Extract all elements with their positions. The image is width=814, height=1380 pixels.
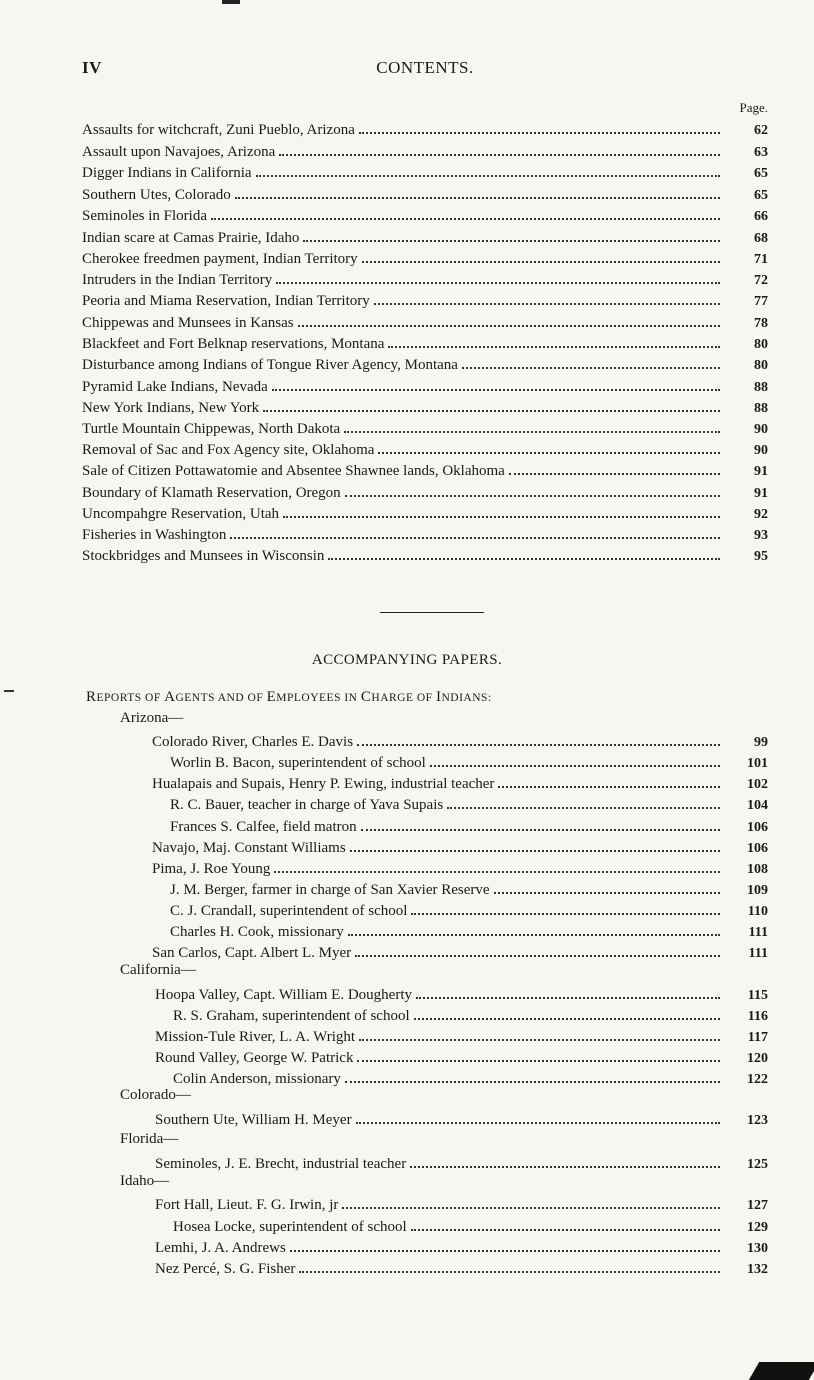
state-heading-arizona: Arizona— — [120, 710, 184, 726]
report-label: Seminoles, J. E. Brecht, industrial teacher — [155, 1156, 407, 1172]
report-row — [173, 1004, 768, 1026]
report-label: Fort Hall, Lieut. F. G. Irwin, jr — [155, 1197, 339, 1213]
dot-leader — [494, 878, 720, 894]
toc-label: Cherokee freedmen payment, Indian Territory — [82, 251, 358, 267]
report-page: 125 — [747, 1157, 768, 1172]
toc-page: 62 — [754, 123, 768, 138]
report-label: San Carlos, Capt. Albert L. Myer — [152, 945, 352, 961]
toc-label: Intruders in the Indian Territory — [82, 272, 273, 288]
report-page: 117 — [747, 1030, 768, 1045]
toc-label: Stockbridges and Munsees in Wisconsin — [82, 548, 325, 564]
report-row — [170, 793, 768, 815]
report-label: Pima, J. Roe Young — [152, 861, 271, 877]
toc-row — [82, 226, 768, 248]
report-label: Mission-Tule River, L. A. Wright — [155, 1029, 356, 1045]
report-page: 106 — [747, 841, 768, 856]
toc-page: 71 — [754, 252, 768, 267]
toc-row — [82, 332, 768, 354]
toc-label: Sale of Citizen Pottawatomie and Absentee Shawnee lands, Oklahoma — [82, 463, 505, 479]
dot-leader — [342, 1193, 720, 1209]
report-row — [155, 1236, 768, 1258]
dot-leader — [411, 899, 720, 915]
scan-mark — [4, 690, 14, 692]
toc-label: Seminoles in Florida — [82, 208, 207, 224]
dot-leader — [411, 1215, 720, 1231]
toc-page: 91 — [754, 486, 768, 501]
toc-page: 72 — [754, 273, 768, 288]
report-row — [155, 983, 768, 1005]
report-row — [155, 1108, 768, 1130]
page-column-label: Page. — [739, 100, 768, 115]
report-row — [170, 920, 768, 942]
toc-page: 88 — [754, 380, 768, 395]
state-heading-idaho: Idaho— — [120, 1173, 170, 1189]
state-heading-florida: Florida— — [120, 1131, 179, 1147]
report-page: 127 — [747, 1198, 768, 1213]
report-row — [152, 941, 768, 963]
page-number-roman: IV — [82, 58, 102, 77]
accompanying-papers-title: ACCOMPANYING PAPERS. — [311, 652, 503, 668]
toc-row — [82, 502, 768, 524]
dot-leader — [230, 523, 720, 539]
dot-leader — [362, 247, 720, 263]
toc-label: Boundary of Klamath Reservation, Oregon — [82, 485, 341, 501]
toc-label: Peoria and Miama Reservation, Indian Territory — [82, 293, 370, 309]
report-page: 120 — [747, 1051, 768, 1066]
state-heading-california: California— — [120, 962, 196, 978]
report-row — [155, 1025, 768, 1047]
toc-row — [82, 353, 768, 375]
toc-page: 65 — [754, 188, 768, 203]
toc-label: Turtle Mountain Chippewas, North Dakota — [82, 421, 341, 437]
toc-row — [82, 247, 768, 269]
report-row — [155, 1046, 768, 1068]
report-page: 115 — [747, 988, 768, 1003]
toc-row — [82, 438, 768, 460]
report-page: 101 — [747, 756, 768, 771]
toc-label: Removal of Sac and Fox Agency site, Oklahoma — [82, 442, 375, 458]
dot-leader — [303, 226, 720, 242]
toc-row — [82, 118, 768, 140]
running-header — [82, 58, 768, 82]
toc-row — [82, 311, 768, 333]
report-page: 108 — [747, 862, 768, 877]
toc-row — [82, 183, 768, 205]
report-label: Colorado River, Charles E. Davis — [152, 734, 354, 750]
toc-row — [82, 289, 768, 311]
toc-page: 88 — [754, 401, 768, 416]
dot-leader — [355, 941, 720, 957]
report-page: 106 — [747, 820, 768, 835]
dot-leader — [359, 118, 720, 134]
report-row — [170, 878, 768, 900]
toc-label: Assault upon Navajoes, Arizona — [82, 144, 276, 160]
report-page: 104 — [747, 798, 768, 813]
dot-leader — [211, 204, 720, 220]
toc-row — [82, 375, 768, 397]
dot-leader — [345, 481, 720, 497]
report-label: Charles H. Cook, missionary — [170, 924, 344, 940]
toc-label: Blackfeet and Fort Belknap reservations, Montana — [82, 336, 385, 352]
report-page: 111 — [748, 925, 768, 940]
toc-row — [82, 140, 768, 162]
report-page: 109 — [747, 883, 768, 898]
toc-label: Chippewas and Munsees in Kansas — [82, 315, 294, 331]
dot-leader — [348, 920, 720, 936]
toc-label: Southern Utes, Colorado — [82, 187, 231, 203]
report-page: 116 — [747, 1009, 768, 1024]
dot-leader — [462, 353, 720, 369]
report-row — [170, 751, 768, 773]
dot-leader — [298, 311, 720, 327]
report-row — [170, 815, 768, 837]
toc-page: 90 — [754, 443, 768, 458]
dot-leader — [279, 140, 720, 156]
dot-leader — [359, 1025, 720, 1041]
dot-leader — [416, 983, 720, 999]
dot-leader — [430, 751, 720, 767]
report-page: 129 — [747, 1220, 768, 1235]
toc-page: 92 — [754, 507, 768, 522]
dot-leader — [361, 815, 720, 831]
report-label: Southern Ute, William H. Meyer — [155, 1112, 352, 1128]
dot-leader — [274, 857, 720, 873]
dot-leader — [328, 544, 720, 560]
report-label: Round Valley, George W. Patrick — [155, 1050, 354, 1066]
report-label: Colin Anderson, missionary — [173, 1071, 341, 1087]
report-label: Hualapais and Supais, Henry P. Ewing, industrial teacher — [152, 776, 495, 792]
dot-leader — [378, 438, 720, 454]
report-row — [155, 1152, 768, 1174]
dot-leader — [374, 289, 720, 305]
report-label: Hoopa Valley, Capt. William E. Dougherty — [155, 987, 412, 1003]
report-page: 130 — [747, 1241, 768, 1256]
state-heading-colorado: Colorado— — [120, 1087, 191, 1103]
toc-label: Uncompahgre Reservation, Utah — [82, 506, 280, 522]
toc-page: 78 — [754, 316, 768, 331]
toc-label: Indian scare at Camas Prairie, Idaho — [82, 230, 300, 246]
report-row — [155, 1257, 768, 1279]
toc-page: 80 — [754, 358, 768, 373]
report-row — [152, 730, 768, 752]
dot-leader — [447, 793, 720, 809]
dot-leader — [356, 1108, 720, 1124]
toc-label: Digger Indians in California — [82, 165, 252, 181]
report-page: 132 — [747, 1262, 768, 1277]
report-label: Lemhi, J. A. Andrews — [155, 1240, 286, 1256]
dot-leader — [357, 730, 720, 746]
reports-heading: REPORTS OF AGENTS AND OF EMPLOYEES IN CHARGE OF INDIANS: — [86, 689, 492, 705]
toc-page: 90 — [754, 422, 768, 437]
dot-leader — [350, 836, 720, 852]
report-page: 99 — [754, 735, 768, 750]
report-label: Worlin B. Bacon, superintendent of school — [170, 755, 426, 771]
toc-page: 93 — [754, 528, 768, 543]
toc-row — [82, 268, 768, 290]
report-label: R. C. Bauer, teacher in charge of Yava Supais — [170, 797, 444, 813]
toc-page: 68 — [754, 231, 768, 246]
report-row — [152, 772, 768, 794]
report-row — [152, 836, 768, 858]
toc-row — [82, 161, 768, 183]
dot-leader — [235, 183, 720, 199]
report-page: 102 — [747, 777, 768, 792]
dot-leader — [357, 1046, 720, 1062]
toc-row — [82, 459, 768, 481]
page-title: CONTENTS. — [376, 58, 474, 77]
toc-page: 91 — [754, 464, 768, 479]
toc-label: Disturbance among Indians of Tongue River Agency, Montana — [82, 357, 458, 373]
toc-page: 63 — [754, 145, 768, 160]
report-page: 111 — [748, 946, 768, 961]
report-label: R. S. Graham, superintendent of school — [173, 1008, 410, 1024]
report-row — [173, 1067, 768, 1089]
toc-page: 65 — [754, 166, 768, 181]
report-page: 122 — [747, 1072, 768, 1087]
scan-mark — [749, 1362, 814, 1380]
toc-row — [82, 481, 768, 503]
toc-row — [82, 396, 768, 418]
toc-row — [82, 417, 768, 439]
toc-page: 95 — [754, 549, 768, 564]
report-label: Hosea Locke, superintendent of school — [173, 1219, 407, 1235]
report-label: C. J. Crandall, superintendent of school — [170, 903, 408, 919]
toc-page: 66 — [754, 209, 768, 224]
dot-leader — [509, 459, 720, 475]
dot-leader — [272, 375, 720, 391]
toc-page: 77 — [754, 294, 768, 309]
section-divider — [380, 612, 484, 613]
toc-page: 80 — [754, 337, 768, 352]
dot-leader — [388, 332, 720, 348]
dot-leader — [256, 161, 720, 177]
dot-leader — [345, 1067, 720, 1083]
dot-leader — [410, 1152, 720, 1168]
toc-label: Assaults for witchcraft, Zuni Pueblo, Arizona — [82, 122, 355, 138]
toc-label: Fisheries in Washington — [82, 527, 227, 543]
toc-label: New York Indians, New York — [82, 400, 260, 416]
report-row — [170, 899, 768, 921]
report-label: Frances S. Calfee, field matron — [170, 819, 357, 835]
toc-row — [82, 523, 768, 545]
dot-leader — [276, 268, 720, 284]
report-label: Nez Percé, S. G. Fisher — [155, 1261, 296, 1277]
scan-mark — [222, 0, 240, 4]
dot-leader — [299, 1257, 720, 1273]
dot-leader — [344, 417, 720, 433]
toc-row — [82, 544, 768, 566]
dot-leader — [414, 1004, 720, 1020]
report-page: 123 — [747, 1113, 768, 1128]
report-row — [155, 1193, 768, 1215]
report-label: Navajo, Maj. Constant Williams — [152, 840, 346, 856]
dot-leader — [290, 1236, 720, 1252]
report-row — [173, 1215, 768, 1237]
report-label: J. M. Berger, farmer in charge of San Xavier Reserve — [170, 882, 490, 898]
dot-leader — [263, 396, 720, 412]
dot-leader — [283, 502, 720, 518]
dot-leader — [498, 772, 720, 788]
report-page: 110 — [747, 904, 768, 919]
toc-label: Pyramid Lake Indians, Nevada — [82, 379, 268, 395]
toc-row — [82, 204, 768, 226]
report-row — [152, 857, 768, 879]
